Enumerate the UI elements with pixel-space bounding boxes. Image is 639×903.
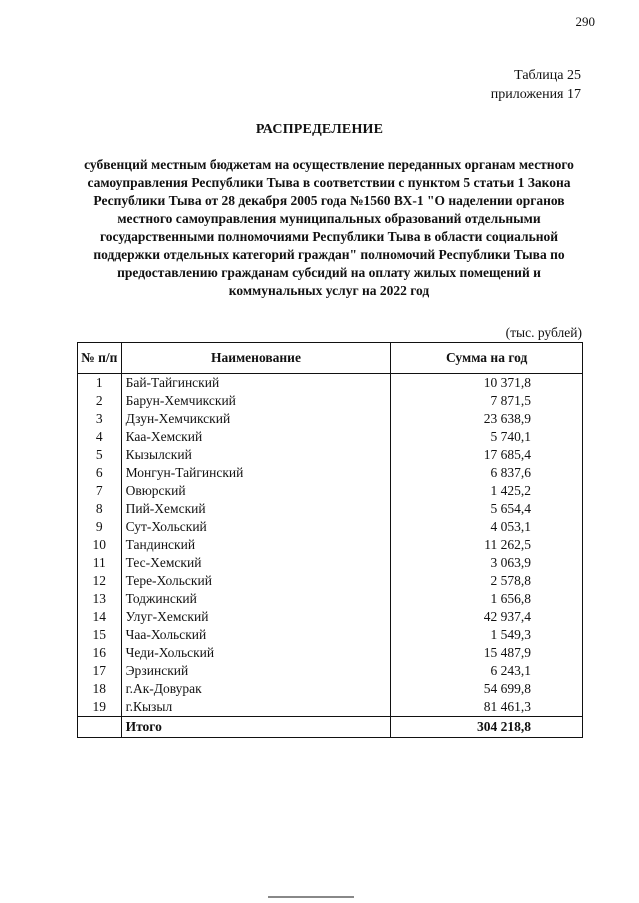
row-number: 7 — [78, 482, 122, 500]
row-number: 2 — [78, 392, 122, 410]
footer-divider — [268, 896, 354, 898]
table-row — [78, 392, 583, 410]
row-number: 19 — [78, 698, 122, 717]
table-row — [78, 608, 583, 626]
row-number: 13 — [78, 590, 122, 608]
row-sum: 81 461,3 — [391, 698, 583, 717]
row-name: Барун-Хемчикский — [121, 392, 391, 410]
table-total-row — [78, 717, 583, 738]
distribution-table — [77, 342, 583, 738]
row-name: Дзун-Хемчикский — [121, 410, 391, 428]
annex-appendix-label: приложения 17 — [490, 87, 581, 102]
document-subtitle: субвенций местным бюджетам на осуществление переданных органам местного самоуправления Республики Тыва в соответствии с пунктом 5 статьи 1 Закона Республики Тыва от 28 декабря 2005 года №1560 ВХ-1 "О наделении органов местного самоуправления муниципальных образований отдельными государственными полномочиями Республики Тыва в области социальной поддержки отдельных категорий граждан" полномочий Республики Тыва по предоставлению гражданам субсидий на оплату жилых помещений и коммунальных услуг на 2022 год — [84, 157, 574, 298]
row-name: Чеди-Хольский — [121, 644, 391, 662]
table-row — [78, 428, 583, 446]
row-sum: 6 243,1 — [391, 662, 583, 680]
header-sum: Сумма на год — [391, 343, 583, 374]
row-sum: 17 685,4 — [391, 446, 583, 464]
row-sum: 54 699,8 — [391, 680, 583, 698]
row-name: Тандинский — [121, 536, 391, 554]
table-row — [78, 500, 583, 518]
table-row — [78, 590, 583, 608]
page-number: 290 — [575, 14, 595, 29]
row-number: 6 — [78, 464, 122, 482]
row-sum: 7 871,5 — [391, 392, 583, 410]
row-name: Пий-Хемский — [121, 500, 391, 518]
total-sum: 304 218,8 — [391, 717, 583, 738]
row-name: г.Кызыл — [121, 698, 391, 717]
table-row — [78, 572, 583, 590]
row-sum: 2 578,8 — [391, 572, 583, 590]
row-name: Сут-Хольский — [121, 518, 391, 536]
row-name: Бай-Тайгинский — [121, 374, 391, 393]
row-sum: 15 487,9 — [391, 644, 583, 662]
row-number: 9 — [78, 518, 122, 536]
row-sum: 42 937,4 — [391, 608, 583, 626]
table-row — [78, 446, 583, 464]
row-number: 15 — [78, 626, 122, 644]
row-name: г.Ак-Довурак — [121, 680, 391, 698]
row-name: Каа-Хемский — [121, 428, 391, 446]
row-name: Кызылский — [121, 446, 391, 464]
table-row — [78, 410, 583, 428]
header-name: Наименование — [121, 343, 391, 374]
row-number: 10 — [78, 536, 122, 554]
row-sum: 11 262,5 — [391, 536, 583, 554]
row-number: 16 — [78, 644, 122, 662]
table-row — [78, 698, 583, 717]
annex-table-label: Таблица 25 — [514, 68, 581, 83]
table-row — [78, 536, 583, 554]
row-number: 8 — [78, 500, 122, 518]
row-sum: 1 656,8 — [391, 590, 583, 608]
row-number: 12 — [78, 572, 122, 590]
total-num-cell — [78, 717, 122, 738]
row-number: 4 — [78, 428, 122, 446]
row-sum: 5 740,1 — [391, 428, 583, 446]
row-sum: 23 638,9 — [391, 410, 583, 428]
row-name: Тоджинский — [121, 590, 391, 608]
row-number: 3 — [78, 410, 122, 428]
row-name: Овюрский — [121, 482, 391, 500]
total-label: Итого — [121, 717, 391, 738]
table-header-row — [78, 343, 583, 374]
header-num: № п/п — [78, 343, 122, 374]
table-row — [78, 644, 583, 662]
row-number: 1 — [78, 374, 122, 393]
document-title: РАСПРЕДЕЛЕНИЕ — [255, 122, 384, 137]
row-sum: 4 053,1 — [391, 518, 583, 536]
row-number: 18 — [78, 680, 122, 698]
row-name: Чаа-Хольский — [121, 626, 391, 644]
row-name: Монгун-Тайгинский — [121, 464, 391, 482]
units-note: (тыс. рублей) — [505, 325, 582, 340]
annex-reference — [491, 66, 581, 104]
row-number: 5 — [78, 446, 122, 464]
row-name: Улуг-Хемский — [121, 608, 391, 626]
table-row — [78, 626, 583, 644]
row-sum: 5 654,4 — [391, 500, 583, 518]
table-row — [78, 482, 583, 500]
table-row — [78, 464, 583, 482]
row-name: Эрзинский — [121, 662, 391, 680]
table-row — [78, 554, 583, 572]
table-body — [78, 374, 583, 738]
row-sum: 10 371,8 — [391, 374, 583, 393]
row-name: Тере-Хольский — [121, 572, 391, 590]
row-number: 14 — [78, 608, 122, 626]
table-row — [78, 680, 583, 698]
row-name: Тес-Хемский — [121, 554, 391, 572]
table-row — [78, 662, 583, 680]
row-sum: 1 549,3 — [391, 626, 583, 644]
table-row — [78, 518, 583, 536]
row-sum: 3 063,9 — [391, 554, 583, 572]
table-row — [78, 374, 583, 393]
row-number: 11 — [78, 554, 122, 572]
row-sum: 1 425,2 — [391, 482, 583, 500]
row-number: 17 — [78, 662, 122, 680]
row-sum: 6 837,6 — [391, 464, 583, 482]
